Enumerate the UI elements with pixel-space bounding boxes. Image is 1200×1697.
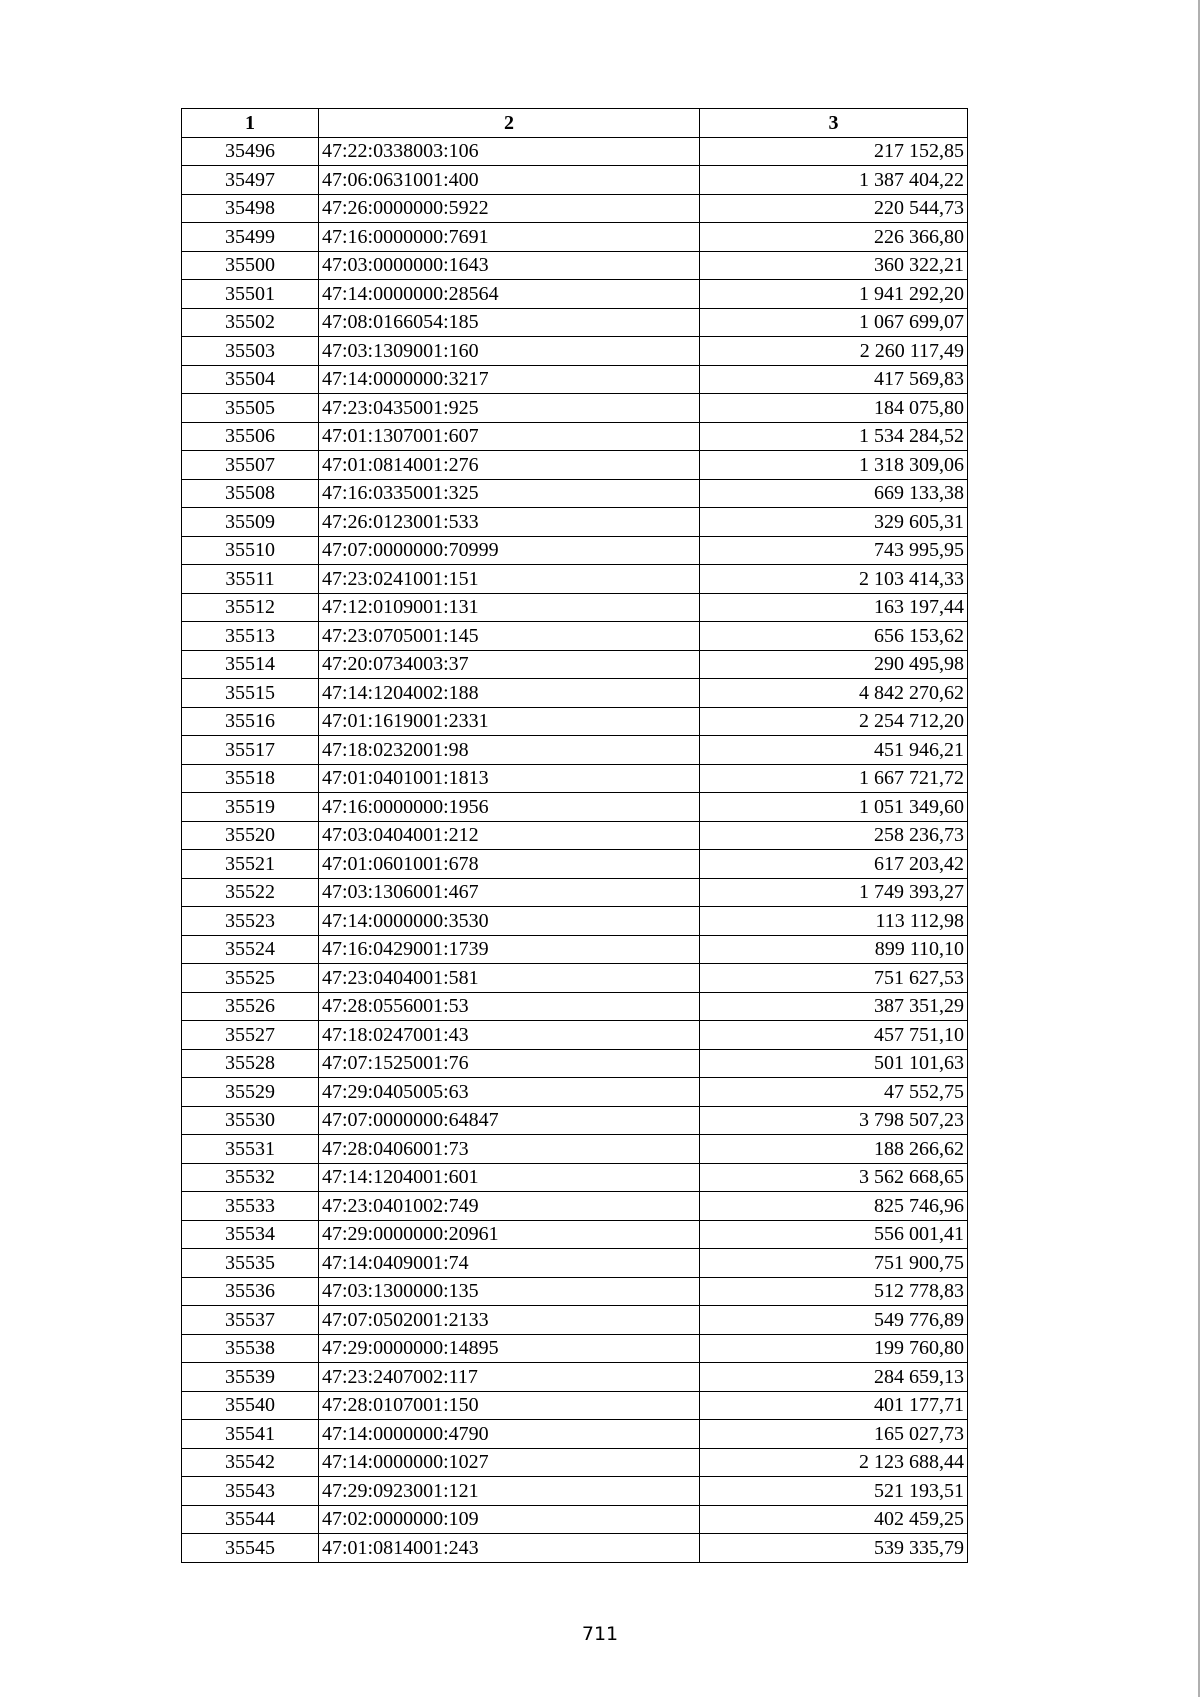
value-cell: 825 746,96	[700, 1192, 968, 1221]
table-row	[182, 622, 968, 651]
value-cell: 512 778,83	[700, 1277, 968, 1306]
cadastral-number-cell: 47:07:0000000:64847	[319, 1106, 700, 1135]
row-number-cell: 35510	[182, 536, 319, 565]
cadastral-number-cell: 47:01:0401001:1813	[319, 764, 700, 793]
table-row	[182, 536, 968, 565]
table-row	[182, 1277, 968, 1306]
value-cell: 2 123 688,44	[700, 1448, 968, 1477]
cadastral-number-cell: 47:23:0705001:145	[319, 622, 700, 651]
cadastral-number-cell: 47:23:2407002:117	[319, 1363, 700, 1392]
cadastral-number-cell: 47:14:0000000:3217	[319, 365, 700, 394]
cadastral-number-cell: 47:01:1619001:2331	[319, 707, 700, 736]
value-cell: 1 941 292,20	[700, 280, 968, 309]
cadastral-number-cell: 47:29:0000000:14895	[319, 1334, 700, 1363]
table-row	[182, 251, 968, 280]
row-number-cell: 35515	[182, 679, 319, 708]
row-number-cell: 35509	[182, 508, 319, 537]
table-row	[182, 679, 968, 708]
row-number-cell: 35499	[182, 223, 319, 252]
table-row	[182, 1448, 968, 1477]
table-row	[182, 935, 968, 964]
row-number-cell: 35524	[182, 935, 319, 964]
value-cell: 751 900,75	[700, 1249, 968, 1278]
row-number-cell: 35534	[182, 1220, 319, 1249]
value-cell: 417 569,83	[700, 365, 968, 394]
cadastral-number-cell: 47:01:0814001:276	[319, 451, 700, 480]
value-cell: 113 112,98	[700, 907, 968, 936]
column-header-3: 3	[700, 109, 968, 138]
cadastral-number-cell: 47:29:0923001:121	[319, 1477, 700, 1506]
value-cell: 1 534 284,52	[700, 422, 968, 451]
table-row	[182, 1106, 968, 1135]
table-row	[182, 365, 968, 394]
table-row	[182, 736, 968, 765]
cadastral-number-cell: 47:16:0000000:7691	[319, 223, 700, 252]
row-number-cell: 35531	[182, 1135, 319, 1164]
cadastral-number-cell: 47:06:0631001:400	[319, 166, 700, 195]
table-row	[182, 1021, 968, 1050]
table-row	[182, 1192, 968, 1221]
table-row	[182, 1249, 968, 1278]
table-row	[182, 137, 968, 166]
cadastral-number-cell: 47:03:0404001:212	[319, 821, 700, 850]
cadastral-number-cell: 47:01:1307001:607	[319, 422, 700, 451]
value-cell: 184 075,80	[700, 394, 968, 423]
value-cell: 2 103 414,33	[700, 565, 968, 594]
cadastral-number-cell: 47:16:0429001:1739	[319, 935, 700, 964]
row-number-cell: 35498	[182, 194, 319, 223]
row-number-cell: 35535	[182, 1249, 319, 1278]
value-cell: 1 749 393,27	[700, 878, 968, 907]
value-cell: 163 197,44	[700, 593, 968, 622]
table-row	[182, 308, 968, 337]
row-number-cell: 35539	[182, 1363, 319, 1392]
value-cell: 899 110,10	[700, 935, 968, 964]
value-cell: 2 254 712,20	[700, 707, 968, 736]
cadastral-number-cell: 47:01:0601001:678	[319, 850, 700, 879]
table-row	[182, 1306, 968, 1335]
row-number-cell: 35542	[182, 1448, 319, 1477]
table-row	[182, 907, 968, 936]
table-row	[182, 1049, 968, 1078]
value-cell: 188 266,62	[700, 1135, 968, 1164]
cadastral-number-cell: 47:03:0000000:1643	[319, 251, 700, 280]
row-number-cell: 35544	[182, 1505, 319, 1534]
table-row	[182, 394, 968, 423]
row-number-cell: 35520	[182, 821, 319, 850]
table-row	[182, 593, 968, 622]
table-row	[182, 280, 968, 309]
row-number-cell: 35497	[182, 166, 319, 195]
cadastral-table	[181, 108, 968, 1563]
row-number-cell: 35540	[182, 1391, 319, 1420]
cadastral-number-cell: 47:03:1300000:135	[319, 1277, 700, 1306]
value-cell: 284 659,13	[700, 1363, 968, 1392]
row-number-cell: 35529	[182, 1078, 319, 1107]
cadastral-number-cell: 47:28:0107001:150	[319, 1391, 700, 1420]
cadastral-number-cell: 47:22:0338003:106	[319, 137, 700, 166]
table-row	[182, 565, 968, 594]
row-number-cell: 35516	[182, 707, 319, 736]
cadastral-number-cell: 47:14:0000000:1027	[319, 1448, 700, 1477]
cadastral-number-cell: 47:20:0734003:37	[319, 650, 700, 679]
value-cell: 1 318 309,06	[700, 451, 968, 480]
value-cell: 556 001,41	[700, 1220, 968, 1249]
row-number-cell: 35501	[182, 280, 319, 309]
cadastral-number-cell: 47:29:0000000:20961	[319, 1220, 700, 1249]
cadastral-number-cell: 47:16:0335001:325	[319, 479, 700, 508]
cadastral-number-cell: 47:14:0000000:4790	[319, 1420, 700, 1449]
value-cell: 501 101,63	[700, 1049, 968, 1078]
value-cell: 521 193,51	[700, 1477, 968, 1506]
value-cell: 1 067 699,07	[700, 308, 968, 337]
table-row	[182, 422, 968, 451]
value-cell: 549 776,89	[700, 1306, 968, 1335]
table-row	[182, 1363, 968, 1392]
row-number-cell: 35533	[182, 1192, 319, 1221]
row-number-cell: 35512	[182, 593, 319, 622]
table-row	[182, 1477, 968, 1506]
cadastral-number-cell: 47:08:0166054:185	[319, 308, 700, 337]
cadastral-number-cell: 47:14:0000000:28564	[319, 280, 700, 309]
value-cell: 751 627,53	[700, 964, 968, 993]
value-cell: 290 495,98	[700, 650, 968, 679]
cadastral-number-cell: 47:18:0232001:98	[319, 736, 700, 765]
row-number-cell: 35507	[182, 451, 319, 480]
cadastral-number-cell: 47:23:0241001:151	[319, 565, 700, 594]
row-number-cell: 35532	[182, 1163, 319, 1192]
cadastral-number-cell: 47:01:0814001:243	[319, 1534, 700, 1563]
cadastral-number-cell: 47:28:0556001:53	[319, 992, 700, 1021]
value-cell: 656 153,62	[700, 622, 968, 651]
table-row	[182, 1420, 968, 1449]
cadastral-number-cell: 47:14:1204001:601	[319, 1163, 700, 1192]
row-number-cell: 35506	[182, 422, 319, 451]
table-row	[182, 707, 968, 736]
value-cell: 457 751,10	[700, 1021, 968, 1050]
value-cell: 329 605,31	[700, 508, 968, 537]
column-header-2: 2	[319, 109, 700, 138]
table-header-row	[182, 109, 968, 138]
value-cell: 3 562 668,65	[700, 1163, 968, 1192]
cadastral-number-cell: 47:02:0000000:109	[319, 1505, 700, 1534]
table-row	[182, 337, 968, 366]
cadastral-number-cell: 47:23:0404001:581	[319, 964, 700, 993]
row-number-cell: 35504	[182, 365, 319, 394]
row-number-cell: 35508	[182, 479, 319, 508]
table-row	[182, 964, 968, 993]
table-row	[182, 1334, 968, 1363]
cadastral-number-cell: 47:03:1306001:467	[319, 878, 700, 907]
row-number-cell: 35511	[182, 565, 319, 594]
value-cell: 387 351,29	[700, 992, 968, 1021]
cadastral-number-cell: 47:14:1204002:188	[319, 679, 700, 708]
table-row	[182, 992, 968, 1021]
table-row	[182, 650, 968, 679]
row-number-cell: 35541	[182, 1420, 319, 1449]
cadastral-number-cell: 47:14:0409001:74	[319, 1249, 700, 1278]
row-number-cell: 35528	[182, 1049, 319, 1078]
table-row	[182, 764, 968, 793]
cadastral-number-cell: 47:07:0000000:70999	[319, 536, 700, 565]
table-row	[182, 793, 968, 822]
value-cell: 2 260 117,49	[700, 337, 968, 366]
cadastral-number-cell: 47:07:0502001:2133	[319, 1306, 700, 1335]
cadastral-number-cell: 47:26:0123001:533	[319, 508, 700, 537]
cadastral-number-cell: 47:07:1525001:76	[319, 1049, 700, 1078]
table-row	[182, 1220, 968, 1249]
value-cell: 401 177,71	[700, 1391, 968, 1420]
cadastral-number-cell: 47:16:0000000:1956	[319, 793, 700, 822]
row-number-cell: 35513	[182, 622, 319, 651]
value-cell: 1 387 404,22	[700, 166, 968, 195]
row-number-cell: 35527	[182, 1021, 319, 1050]
table-row	[182, 821, 968, 850]
table-row	[182, 479, 968, 508]
cadastral-number-cell: 47:23:0401002:749	[319, 1192, 700, 1221]
cadastral-number-cell: 47:28:0406001:73	[319, 1135, 700, 1164]
table-row	[182, 451, 968, 480]
table-row	[182, 850, 968, 879]
table-row	[182, 1078, 968, 1107]
value-cell: 217 152,85	[700, 137, 968, 166]
value-cell: 3 798 507,23	[700, 1106, 968, 1135]
value-cell: 1 667 721,72	[700, 764, 968, 793]
row-number-cell: 35530	[182, 1106, 319, 1135]
table-row	[182, 166, 968, 195]
column-header-1: 1	[182, 109, 319, 138]
row-number-cell: 35503	[182, 337, 319, 366]
row-number-cell: 35545	[182, 1534, 319, 1563]
value-cell: 165 027,73	[700, 1420, 968, 1449]
value-cell: 220 544,73	[700, 194, 968, 223]
row-number-cell: 35525	[182, 964, 319, 993]
cadastral-number-cell: 47:14:0000000:3530	[319, 907, 700, 936]
row-number-cell: 35537	[182, 1306, 319, 1335]
value-cell: 4 842 270,62	[700, 679, 968, 708]
row-number-cell: 35521	[182, 850, 319, 879]
page-number: 711	[581, 1623, 619, 1645]
value-cell: 226 366,80	[700, 223, 968, 252]
cadastral-number-cell: 47:03:1309001:160	[319, 337, 700, 366]
value-cell: 360 322,21	[700, 251, 968, 280]
value-cell: 199 760,80	[700, 1334, 968, 1363]
row-number-cell: 35543	[182, 1477, 319, 1506]
value-cell: 669 133,38	[700, 479, 968, 508]
value-cell: 451 946,21	[700, 736, 968, 765]
table-row	[182, 508, 968, 537]
value-cell: 258 236,73	[700, 821, 968, 850]
cadastral-number-cell: 47:12:0109001:131	[319, 593, 700, 622]
table-row	[182, 1135, 968, 1164]
cadastral-number-cell: 47:29:0405005:63	[319, 1078, 700, 1107]
row-number-cell: 35526	[182, 992, 319, 1021]
table-row	[182, 1534, 968, 1563]
table-row	[182, 1391, 968, 1420]
row-number-cell: 35500	[182, 251, 319, 280]
row-number-cell: 35502	[182, 308, 319, 337]
table-body	[182, 137, 968, 1562]
row-number-cell: 35496	[182, 137, 319, 166]
value-cell: 539 335,79	[700, 1534, 968, 1563]
value-cell: 617 203,42	[700, 850, 968, 879]
row-number-cell: 35505	[182, 394, 319, 423]
table-row	[182, 1163, 968, 1192]
table-row	[182, 878, 968, 907]
cadastral-number-cell: 47:26:0000000:5922	[319, 194, 700, 223]
cadastral-number-cell: 47:23:0435001:925	[319, 394, 700, 423]
row-number-cell: 35522	[182, 878, 319, 907]
row-number-cell: 35538	[182, 1334, 319, 1363]
row-number-cell: 35518	[182, 764, 319, 793]
value-cell: 1 051 349,60	[700, 793, 968, 822]
table-row	[182, 223, 968, 252]
value-cell: 402 459,25	[700, 1505, 968, 1534]
row-number-cell: 35523	[182, 907, 319, 936]
row-number-cell: 35519	[182, 793, 319, 822]
value-cell: 743 995,95	[700, 536, 968, 565]
table-row	[182, 1505, 968, 1534]
cadastral-number-cell: 47:18:0247001:43	[319, 1021, 700, 1050]
row-number-cell: 35517	[182, 736, 319, 765]
row-number-cell: 35514	[182, 650, 319, 679]
table-row	[182, 194, 968, 223]
row-number-cell: 35536	[182, 1277, 319, 1306]
value-cell: 47 552,75	[700, 1078, 968, 1107]
